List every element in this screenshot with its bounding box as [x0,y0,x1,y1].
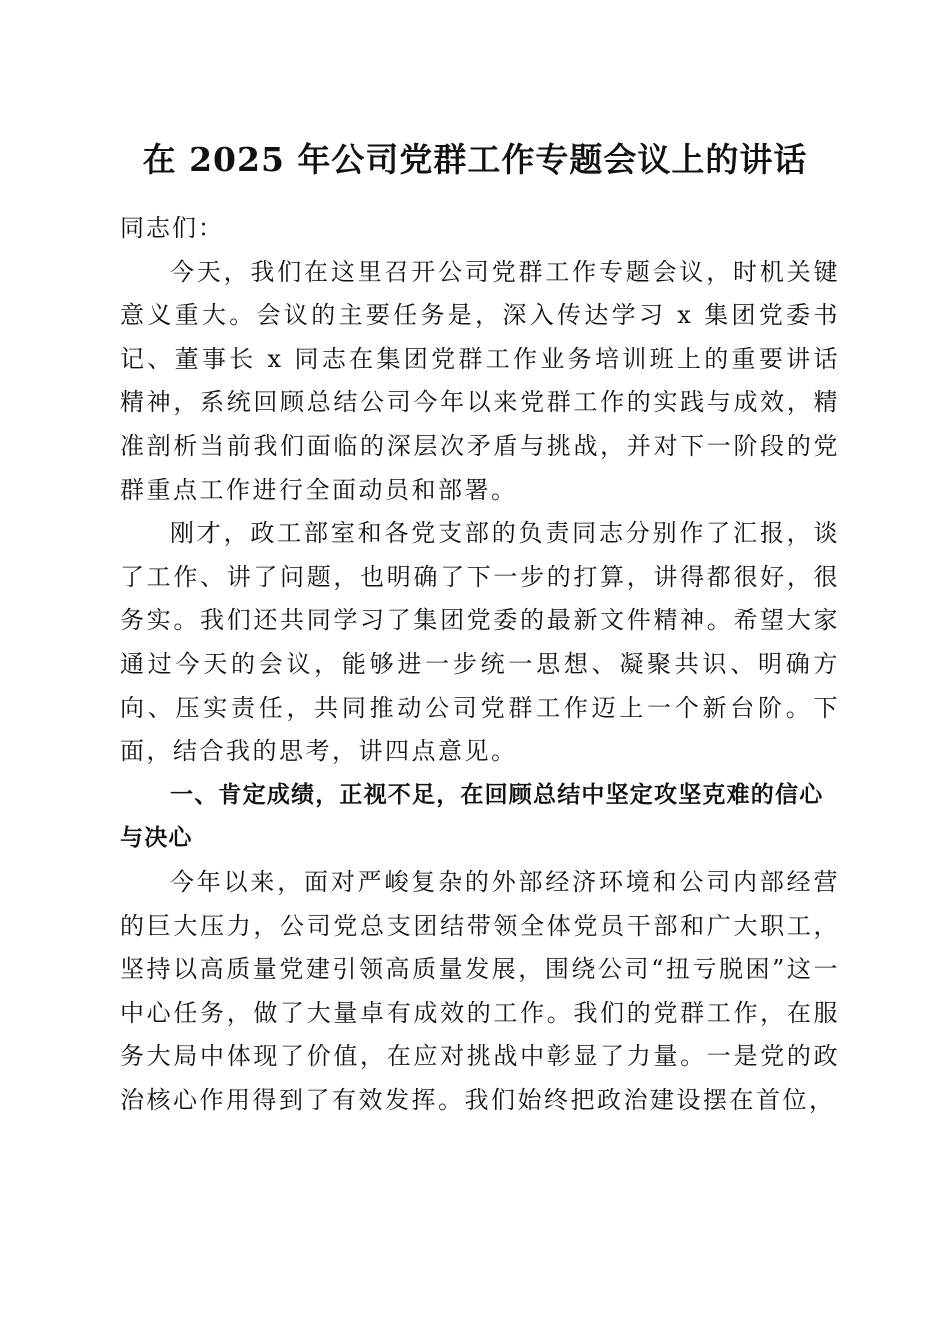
summary-paragraph: 刚才，政工部室和各党支部的负责同志分别作了汇报，谈了工作、讲了问题，也明确了下一步的打算，讲得都很好，很务实。我们还共同学习了集团党委的最新文件精神。希望大家通过今天的会议，能够进一步统一思想、凝聚共识、明确方向、压实责任，共同推动公司党群工作迈上一个新台阶。下面，结合我的思考，讲四点意见。 [120,519,840,766]
document-body [120,207,840,1122]
section-paragraph: 今年以来，面对严峻复杂的外部经济环境和公司内部经营的巨大压力，公司党总支团结带领全体党员干部和广大职工，坚持以高质量党建引领高质量发展，围绕公司“扭亏脱困”这一中心任务，做了大量卓有成效的工作。我们的党群工作，在服务大局中体现了价值，在应对挑战中彰显了力量。一是党的政治核心作用得到了有效发挥。我们始终把政治建设摆在首位， [120,867,840,1114]
salutation: 同志们： [120,214,224,242]
opening-paragraph: 今天，我们在这里召开公司党群工作专题会议，时机关键意义重大。会议的主要任务是，深入传达学习 x 集团党委书记、董事长 x 同志在集团党群工作业务培训班上的重要讲话精神，系统回顾总结公司今年以来党群工作的实践与成效，精准剖析当前我们面临的深层次矛盾与挑战，并对下一阶段的党群重点工作进行全面动员和部署。 [120,257,840,504]
section-heading: 一、肯定成绩，正视不足，在回顾总结中坚定攻坚克难的信心与决心 [120,781,824,852]
document-title: 在 2025 年公司党群工作专题会议上的讲话 [142,140,808,179]
